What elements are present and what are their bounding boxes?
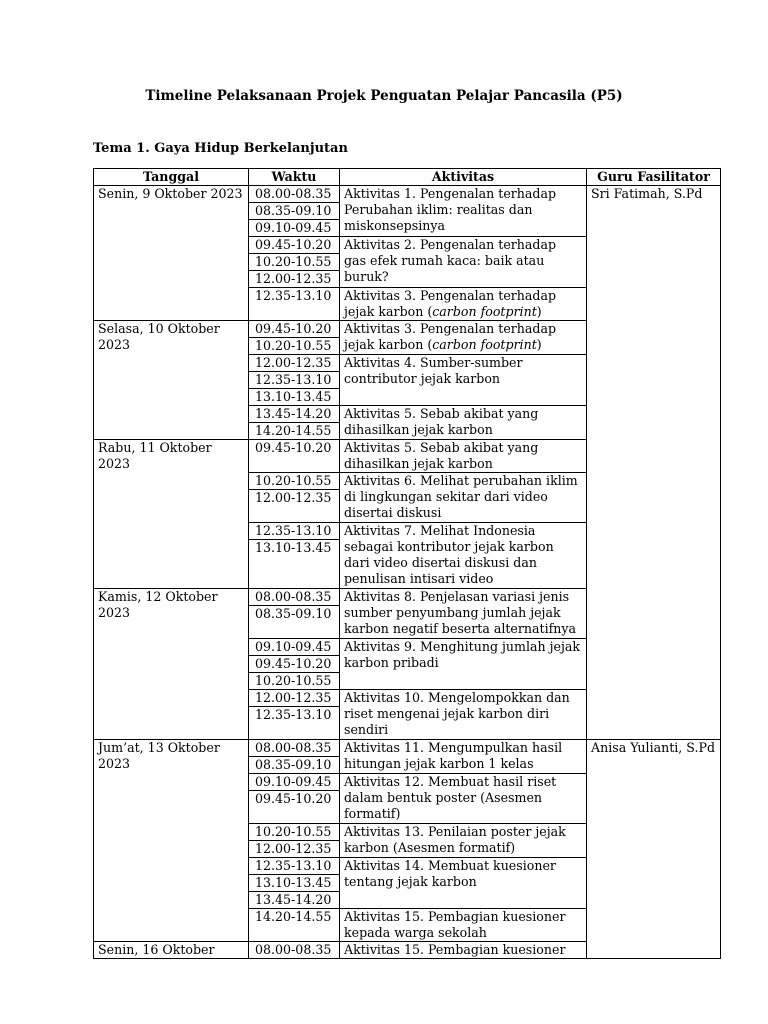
facilitator-cell: Sri Fatimah, S.Pd	[587, 186, 721, 740]
activity-cell: Aktivitas 7. Melihat Indonesia sebagai kontributor jejak karbon dari video disertai diskusi dan penulisan intisari video	[340, 523, 587, 589]
page-title: Timeline Pelaksanaan Projek Penguatan Pelajar Pancasila (P5)	[145, 88, 623, 104]
time-cell: 12.35-13.10	[249, 523, 340, 540]
time-cell: 10.20-10.55	[249, 338, 340, 355]
activity-text: Aktivitas 3. Pengenalan terhadap jejak karbon (	[344, 288, 557, 319]
time-cell: 12.35-13.10	[249, 707, 340, 740]
time-cell: 12.35-13.10	[249, 372, 340, 389]
time-cell: 12.35-13.10	[249, 288, 340, 321]
time-cell: 13.45-14.20	[249, 892, 340, 909]
time-cell: 13.10-13.45	[249, 389, 340, 406]
date-cell: Selasa, 10 Oktober 2023	[94, 321, 249, 440]
header-aktivitas: Aktivitas	[340, 169, 587, 186]
time-cell: 09.45-10.20	[249, 791, 340, 824]
time-cell: 13.10-13.45	[249, 540, 340, 589]
header-waktu: Waktu	[249, 169, 340, 186]
time-cell: 13.45-14.20	[249, 406, 340, 423]
time-cell: 09.45-10.20	[249, 440, 340, 473]
time-cell: 10.20-10.55	[249, 254, 340, 271]
time-cell: 08.35-09.10	[249, 757, 340, 774]
time-cell: 08.00-08.35	[249, 186, 340, 203]
activity-cell: Aktivitas 15. Pembagian kuesioner kepada warga sekolah	[340, 909, 587, 942]
activity-term: carbon footprint	[432, 304, 537, 319]
activity-cell: Aktivitas 13. Penilaian poster jejak karbon (Asesmen formatif)	[340, 824, 587, 858]
header-tanggal: Tanggal	[94, 169, 249, 186]
activity-cell: Aktivitas 6. Melihat perubahan iklim di lingkungan sekitar dari video disertai diskusi	[340, 473, 587, 523]
date-cell: Jum’at, 13 Oktober 2023	[94, 740, 249, 942]
activity-cell: Aktivitas 9. Menghitung jumlah jejak karbon pribadi	[340, 639, 587, 690]
activity-term: carbon footprint	[432, 337, 537, 352]
timeline-table	[93, 168, 721, 959]
time-cell: 13.10-13.45	[249, 875, 340, 892]
time-cell: 08.35-09.10	[249, 203, 340, 220]
activity-cell	[340, 321, 587, 355]
time-cell: 10.20-10.55	[249, 473, 340, 490]
time-cell: 08.00-08.35	[249, 589, 340, 606]
time-cell: 09.10-09.45	[249, 639, 340, 656]
header-guru: Guru Fasilitator	[587, 169, 721, 186]
activity-cell: Aktivitas 10. Mengelompokkan dan riset mengenai jejak karbon diri sendiri	[340, 690, 587, 740]
date-cell: Rabu, 11 Oktober 2023	[94, 440, 249, 589]
activity-cell: Aktivitas 2. Pengenalan terhadap gas efek rumah kaca: baik atau buruk?	[340, 237, 587, 288]
activity-text: Aktivitas 3. Pengenalan terhadap jejak karbon (	[344, 321, 557, 352]
activity-cell: Aktivitas 8. Penjelasan variasi jenis sumber penyumbang jumlah jejak karbon negatif beserta alternatifnya	[340, 589, 587, 639]
time-cell: 09.45-10.20	[249, 656, 340, 673]
section-heading: Tema 1. Gaya Hidup Berkelanjutan	[93, 141, 348, 156]
activity-cell: Aktivitas 15. Pembagian kuesioner	[340, 942, 587, 959]
time-cell: 12.00-12.35	[249, 490, 340, 523]
activity-cell: Aktivitas 1. Pengenalan terhadap Perubahan iklim: realitas dan miskonsepsinya	[340, 186, 587, 237]
activity-cell: Aktivitas 5. Sebab akibat yang dihasilkan jejak karbon	[340, 440, 587, 473]
table-row	[94, 186, 721, 203]
activity-cell	[340, 288, 587, 321]
time-cell: 09.10-09.45	[249, 220, 340, 237]
facilitator-cell: Anisa Yulianti, S.Pd	[587, 740, 721, 959]
time-cell: 08.00-08.35	[249, 942, 340, 959]
date-cell: Kamis, 12 Oktober 2023	[94, 589, 249, 740]
time-cell: 08.00-08.35	[249, 740, 340, 757]
activity-cell: Aktivitas 4. Sumber-sumber contributor jejak karbon	[340, 355, 587, 406]
time-cell: 12.00-12.35	[249, 271, 340, 288]
time-cell: 09.10-09.45	[249, 774, 340, 791]
activity-cell: Aktivitas 14. Membuat kuesioner tentang jejak karbon	[340, 858, 587, 909]
time-cell: 12.35-13.10	[249, 858, 340, 875]
activity-cell: Aktivitas 5. Sebab akibat yang dihasilkan jejak karbon	[340, 406, 587, 440]
activity-text-end: )	[536, 304, 542, 319]
date-cell: Senin, 9 Oktober 2023	[94, 186, 249, 321]
table-header-row	[94, 169, 721, 186]
time-cell: 14.20-14.55	[249, 909, 340, 942]
time-cell: 12.00-12.35	[249, 690, 340, 707]
time-cell: 10.20-10.55	[249, 824, 340, 841]
time-cell: 12.00-12.35	[249, 841, 340, 858]
time-cell: 08.35-09.10	[249, 606, 340, 639]
date-cell: Senin, 16 Oktober	[94, 942, 249, 959]
activity-cell: Aktivitas 12. Membuat hasil riset dalam bentuk poster (Asesmen formatif)	[340, 774, 587, 824]
time-cell: 09.45-10.20	[249, 321, 340, 338]
table-row	[94, 740, 721, 757]
time-cell: 14.20-14.55	[249, 423, 340, 440]
activity-cell: Aktivitas 11. Mengumpulkan hasil hitungan jejak karbon 1 kelas	[340, 740, 587, 774]
time-cell: 12.00-12.35	[249, 355, 340, 372]
activity-text-end: )	[536, 337, 542, 352]
time-cell: 09.45-10.20	[249, 237, 340, 254]
time-cell: 10.20-10.55	[249, 673, 340, 690]
